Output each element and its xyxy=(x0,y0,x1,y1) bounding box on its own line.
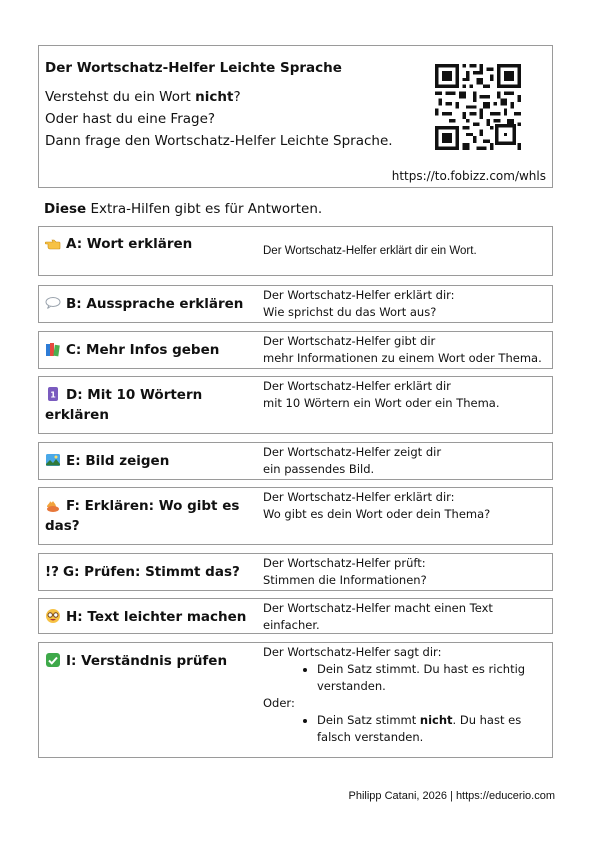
help-description: Der Wortschatz-Helfer erklärt dir: Wo gibt es dein Wort oder dein Thema? xyxy=(263,490,491,521)
picture-icon xyxy=(45,452,61,468)
help-card-g xyxy=(38,553,553,591)
help-card-d xyxy=(38,376,553,434)
help-card-h xyxy=(38,598,553,634)
help-card-a xyxy=(38,226,553,276)
nerd-face-icon xyxy=(45,608,61,624)
books-icon xyxy=(45,341,61,357)
help-description: Der Wortschatz-Helfer prüft: Stimmen die Informationen? xyxy=(263,556,427,587)
svg-text:1: 1 xyxy=(50,390,56,400)
help-description: Der Wortschatz-Helfer gibt dir mehr Informationen zu einem Wort oder Thema. xyxy=(263,334,542,365)
oder-text: Oder: xyxy=(263,696,295,710)
help-description: Der Wortschatz-Helfer sagt dir: • Dein Satz stimmt. Du hast es richtig verstanden. Oder: • Dein Satz stimmt nicht. Du hast es falsch verstanden. xyxy=(263,644,548,746)
footer-credit: Philipp Catani, 2026 | https://educerio.com xyxy=(348,790,555,802)
intro-line-3: Dann frage den Wortschatz-Helfer Leichte Sprache. xyxy=(45,133,393,149)
intro-text xyxy=(45,86,393,152)
pin-icon xyxy=(45,497,61,513)
help-label: I: Verständnis prüfen xyxy=(45,651,255,671)
help-description: Der Wortschatz-Helfer macht einen Text einfacher. xyxy=(263,601,493,632)
help-label: B: Aussprache erklären xyxy=(45,294,255,314)
intro-box xyxy=(38,45,553,188)
list-item: • Dein Satz stimmt. Du hast es richtig verstanden. xyxy=(317,661,548,695)
bullet-list xyxy=(263,712,548,746)
help-card-e xyxy=(38,442,553,480)
qr-code-icon xyxy=(435,64,521,150)
help-card-i xyxy=(38,642,553,758)
number-ten-icon xyxy=(45,386,61,402)
help-card-f xyxy=(38,487,553,545)
help-label: E: Bild zeigen xyxy=(45,451,255,471)
help-description: Der Wortschatz-Helfer erklärt dir ein Wort. xyxy=(263,245,477,257)
help-description: Der Wortschatz-Helfer erklärt dir: Wie sprichst du das Wort aus? xyxy=(263,288,455,319)
help-label: F: Erklären: Wo gibt es das? xyxy=(45,498,240,534)
help-card-b xyxy=(38,285,553,323)
help-card-c xyxy=(38,331,553,369)
section-intro: Diese Extra-Hilfen gibt es für Antworten. xyxy=(44,201,323,217)
speech-bubble-icon xyxy=(45,295,61,311)
help-description: Der Wortschatz-Helfer erklärt dir mit 10 Wörtern ein Wort oder ein Thema. xyxy=(263,379,500,410)
help-label: H: Text leichter machen xyxy=(45,607,255,627)
help-label: A: Wort erklären xyxy=(45,234,255,254)
bullet-list xyxy=(263,661,548,695)
interrobang-icon: !? xyxy=(45,564,59,580)
help-description: Der Wortschatz-Helfer zeigt dir ein passendes Bild. xyxy=(263,445,442,476)
shortlink-url[interactable]: https://to.fobizz.com/whls xyxy=(391,169,546,183)
list-item: • Dein Satz stimmt nicht. Du hast es falsch verstanden. xyxy=(317,712,548,746)
pointing-hand-icon xyxy=(45,235,61,251)
intro-line-2: Oder hast du eine Frage? xyxy=(45,111,216,127)
help-label: 1 D: Mit 10 Wörtern erklären xyxy=(45,387,203,423)
help-label: !? G: Prüfen: Stimmt das? xyxy=(45,564,240,580)
intro-line-1: Verstehst du ein Wort nicht? xyxy=(45,89,241,105)
page-title: Der Wortschatz-Helfer Leichte Sprache xyxy=(45,60,342,76)
check-mark-icon xyxy=(45,652,61,668)
help-label: C: Mehr Infos geben xyxy=(45,340,255,360)
